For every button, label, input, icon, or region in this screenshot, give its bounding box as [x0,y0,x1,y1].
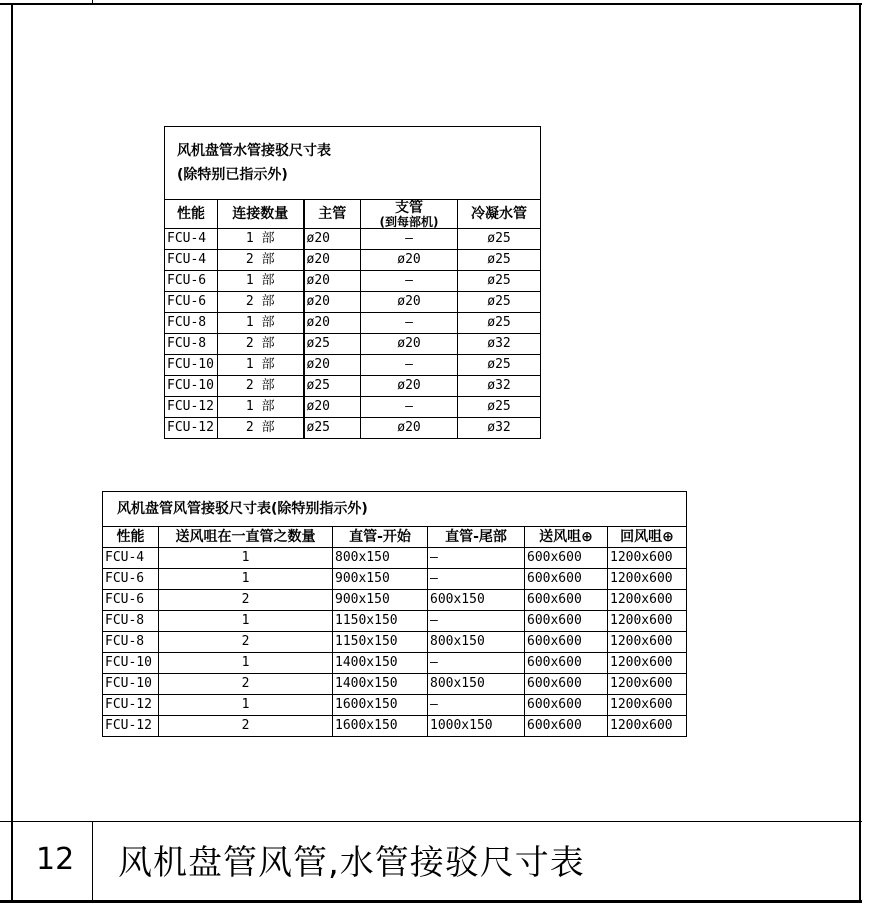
header-branch-pipe [361,200,458,229]
table-cell: — [361,397,458,418]
table-cell: ø20 [304,250,361,271]
table-cell: FCU-6 [103,590,159,611]
table-cell: 1 [159,653,333,674]
table-cell: 1 [159,548,333,569]
table-row [165,250,541,271]
header-branch-pipe-note: (到每部机) [379,215,439,229]
table-cell: 800x150 [428,632,525,653]
table-cell: ø20 [361,250,458,271]
air-duct-table [102,491,687,737]
table-cell: ø20 [361,376,458,397]
table-cell: 1200x600 [608,695,687,716]
table-cell: 2 [159,590,333,611]
table-cell: FCU-6 [165,271,218,292]
table-cell: FCU-12 [103,695,159,716]
frame-top-tick [92,0,93,4]
table-cell: FCU-10 [165,376,218,397]
header-duct-end: 直管-尾部 [428,527,525,548]
table-cell: 1 部 [218,229,304,250]
table-cell: 1200x600 [608,590,687,611]
header-outlet-count: 送风咀在一直管之数量 [159,527,333,548]
table-row [103,611,687,632]
table-cell: 900x150 [333,590,428,611]
table-cell: — [361,313,458,334]
table-cell: 1000x150 [428,716,525,737]
frame-left-line [11,3,13,903]
table-cell: ø25 [458,271,541,292]
table-row [103,569,687,590]
table-cell: FCU-10 [103,674,159,695]
header-branch-pipe-label: 支管 [395,200,423,216]
air-table-header [103,527,687,548]
table-cell: 1150x150 [333,632,428,653]
header-condensate-pipe: 冷凝水管 [458,200,541,229]
table-cell: 1600x150 [333,695,428,716]
table-cell: 1 部 [218,271,304,292]
sheet-number: 12 [36,842,75,877]
table-cell: 1 [159,569,333,590]
table-cell: 900x150 [333,569,428,590]
table-cell: ø25 [304,418,361,439]
table-cell: 600x600 [525,653,608,674]
table-row [103,590,687,611]
table-cell: FCU-12 [165,418,218,439]
frame-right-line [859,3,861,903]
table-cell: ø20 [361,292,458,313]
table-cell: FCU-8 [103,611,159,632]
header-duct-start: 直管-开始 [333,527,428,548]
table-row [165,229,541,250]
water-table-title-line1: 风机盘管水管接驳尺寸表 [177,143,331,159]
table-cell: 800x150 [333,548,428,569]
table-cell: 1150x150 [333,611,428,632]
table-cell: ø20 [304,397,361,418]
table-cell: — [361,355,458,376]
header-supply-outlet: 送风咀⊕ [525,527,608,548]
table-cell: ø20 [304,229,361,250]
frame-bottom-line [0,900,862,903]
table-cell: 1200x600 [608,716,687,737]
table-cell: ø25 [458,292,541,313]
table-cell: 1600x150 [333,716,428,737]
table-cell: FCU-4 [103,548,159,569]
table-cell: FCU-12 [103,716,159,737]
table-row [165,355,541,376]
table-cell: 1 [159,695,333,716]
table-row [165,376,541,397]
table-cell: 600x600 [525,632,608,653]
sheet-title: 风机盘管风管,水管接驳尺寸表 [118,843,585,883]
table-cell: — [428,569,525,590]
table-cell: ø25 [458,355,541,376]
table-row [103,716,687,737]
table-cell: — [428,548,525,569]
header-return-outlet: 回风咀⊕ [608,527,687,548]
table-row [103,695,687,716]
table-cell: ø20 [304,292,361,313]
table-cell: ø25 [458,313,541,334]
table-cell: 1400x150 [333,674,428,695]
table-cell: 1 [159,611,333,632]
table-cell: 600x600 [525,674,608,695]
table-cell: 600x600 [525,716,608,737]
table-cell: 2 部 [218,418,304,439]
table-row [103,632,687,653]
table-cell: 2 [159,674,333,695]
table-cell: FCU-10 [165,355,218,376]
table-cell: ø25 [458,397,541,418]
table-cell: ø32 [458,376,541,397]
table-cell: — [361,229,458,250]
table-cell: ø25 [304,334,361,355]
table-cell: 1200x600 [608,548,687,569]
table-cell: 2 部 [218,334,304,355]
table-cell: 2 部 [218,292,304,313]
table-cell: 600x150 [428,590,525,611]
table-cell: ø20 [304,313,361,334]
table-cell: 600x600 [525,695,608,716]
table-cell: ø20 [361,334,458,355]
table-cell: 2 部 [218,376,304,397]
table-cell: 2 部 [218,250,304,271]
table-cell: 1200x600 [608,674,687,695]
table-cell: FCU-8 [103,632,159,653]
table-cell: FCU-8 [165,334,218,355]
table-cell: 2 [159,632,333,653]
table-cell: FCU-10 [103,653,159,674]
table-cell: — [428,653,525,674]
footer-top-line [0,821,862,822]
table-cell: FCU-6 [165,292,218,313]
table-cell: 1 部 [218,313,304,334]
table-cell: FCU-4 [165,250,218,271]
header-connection-count: 连接数量 [218,200,304,229]
footer-divider [92,821,93,903]
table-cell: — [428,695,525,716]
table-row [165,397,541,418]
table-cell: ø20 [304,271,361,292]
table-cell: 1400x150 [333,653,428,674]
table-row [103,653,687,674]
table-cell: 1200x600 [608,632,687,653]
table-cell: ø25 [458,229,541,250]
header-main-pipe: 主管 [304,200,361,229]
table-row [103,674,687,695]
table-cell: 600x600 [525,611,608,632]
table-cell: 600x600 [525,590,608,611]
table-row [103,548,687,569]
table-cell: 1200x600 [608,611,687,632]
table-cell: ø32 [458,418,541,439]
water-table-header [165,200,541,229]
table-cell: 1200x600 [608,569,687,590]
table-cell: ø25 [304,376,361,397]
table-cell: 1 部 [218,355,304,376]
table-row [165,271,541,292]
water-table-title-line2: (除特别已指示外) [177,167,288,183]
table-row [165,334,541,355]
table-row [165,292,541,313]
table-cell: 2 [159,716,333,737]
table-cell: FCU-6 [103,569,159,590]
table-cell: — [361,271,458,292]
table-cell: ø20 [361,418,458,439]
table-cell: ø20 [304,355,361,376]
table-cell: FCU-8 [165,313,218,334]
table-cell: FCU-12 [165,397,218,418]
table-cell: ø32 [458,334,541,355]
table-cell: 1 部 [218,397,304,418]
water-table-title [165,127,541,200]
table-cell: 1200x600 [608,653,687,674]
header-model: 性能 [165,200,218,229]
table-row [165,313,541,334]
table-cell: ø25 [458,250,541,271]
table-cell: 600x600 [525,548,608,569]
header-model: 性能 [103,527,159,548]
table-cell: FCU-4 [165,229,218,250]
table-cell: 800x150 [428,674,525,695]
table-cell: — [428,611,525,632]
water-pipe-table [164,126,541,439]
table-cell: 600x600 [525,569,608,590]
table-row [165,418,541,439]
air-table-title: 风机盘管风管接驳尺寸表(除特别指示外) [103,492,687,527]
frame-top-line [0,3,862,5]
